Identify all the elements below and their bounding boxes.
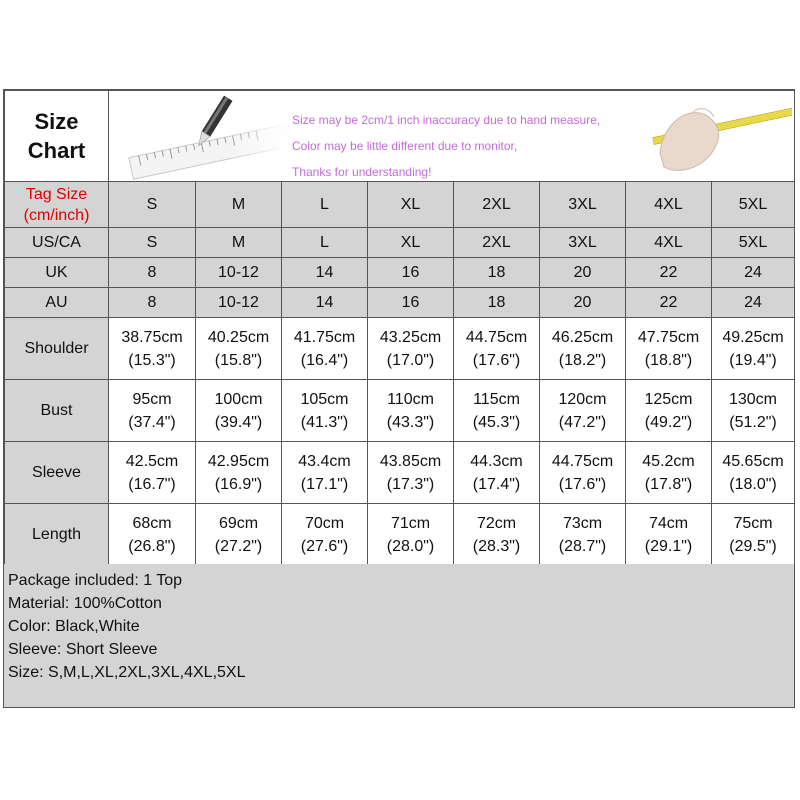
size-cell: 3XL [540, 182, 626, 228]
table-row [5, 288, 795, 318]
table-cell: 14 [282, 258, 368, 288]
measure-cell: 120cm (47.2") [540, 380, 626, 442]
row-label-uk: UK [5, 258, 109, 288]
table-row [5, 504, 795, 566]
tag-size-label [5, 182, 109, 228]
table-cell: 20 [540, 288, 626, 318]
measure-cell: 75cm (29.5") [712, 504, 795, 566]
measure-cell: 46.25cm (18.2") [540, 318, 626, 380]
measure-cell: 41.75cm (16.4") [282, 318, 368, 380]
table-cell: 2XL [454, 228, 540, 258]
measure-cell: 42.5cm (16.7") [109, 442, 196, 504]
measure-cell: 69cm (27.2") [196, 504, 282, 566]
measure-cell: 110cm (43.3") [368, 380, 454, 442]
measure-cell: 44.75cm (17.6") [454, 318, 540, 380]
measure-cell: 47.75cm (18.8") [626, 318, 712, 380]
material: Material: 100%Cotton [8, 595, 162, 612]
table-cell: 10-12 [196, 258, 282, 288]
row-label-shoulder: Shoulder [5, 318, 109, 380]
size-cell: XL [368, 182, 454, 228]
package-included: Package included: 1 Top [8, 572, 183, 589]
table-cell: 3XL [540, 228, 626, 258]
measure-cell: 115cm (45.3") [454, 380, 540, 442]
table-cell: 14 [282, 288, 368, 318]
table-cell: 20 [540, 258, 626, 288]
measure-cell: 43.4cm (17.1") [282, 442, 368, 504]
title-line-1: Size [34, 109, 79, 134]
table-cell: 8 [109, 288, 196, 318]
size-cell: M [196, 182, 282, 228]
measure-cell: 125cm (49.2") [626, 380, 712, 442]
table-cell: S [109, 228, 196, 258]
table-row [5, 318, 795, 380]
table-cell: M [196, 228, 282, 258]
size-cell: S [109, 182, 196, 228]
table-cell: 8 [109, 258, 196, 288]
measure-cell: 49.25cm (19.4") [712, 318, 795, 380]
measure-cell: 43.85cm (17.3") [368, 442, 454, 504]
table-cell: 16 [368, 288, 454, 318]
measure-cell: 105cm (41.3") [282, 380, 368, 442]
table-row [5, 442, 795, 504]
table-cell: 10-12 [196, 288, 282, 318]
measure-cell: 42.95cm (16.9") [196, 442, 282, 504]
sleeve-type: Sleeve: Short Sleeve [8, 641, 158, 658]
size-cell: 2XL [454, 182, 540, 228]
measure-cell: 73cm (28.7") [540, 504, 626, 566]
color-options: Color: Black,White [8, 618, 140, 635]
measure-cell: 74cm (29.1") [626, 504, 712, 566]
table-cell: 4XL [626, 228, 712, 258]
size-list: Size: S,M,L,XL,2XL,3XL,4XL,5XL [8, 664, 246, 681]
table-cell: 18 [454, 288, 540, 318]
measure-cell: 44.3cm (17.4") [454, 442, 540, 504]
tag-label-line-2: (cm/inch) [23, 206, 90, 224]
table-cell: 22 [626, 258, 712, 288]
row-label-bust: Bust [5, 380, 109, 442]
table-cell: 22 [626, 288, 712, 318]
row-label-us-ca: US/CA [5, 228, 109, 258]
hand-tape-illustration [622, 91, 792, 181]
measure-cell: 43.25cm (17.0") [368, 318, 454, 380]
row-label-length: Length [5, 504, 109, 566]
table-cell: 24 [712, 258, 795, 288]
measure-cell: 40.25cm (15.8") [196, 318, 282, 380]
size-chart [3, 89, 795, 708]
measure-cell: 68cm (26.8") [109, 504, 196, 566]
table-cell: L [282, 228, 368, 258]
measure-cell: 71cm (28.0") [368, 504, 454, 566]
measure-cell: 72cm (28.3") [454, 504, 540, 566]
measure-cell: 45.65cm (18.0") [712, 442, 795, 504]
measure-cell: 38.75cm (15.3") [109, 318, 196, 380]
note-thanks: Thanks for understanding! [292, 165, 432, 179]
note-inaccuracy: Size may be 2cm/1 inch inaccuracy due to hand measure, [292, 113, 601, 127]
note-color: Color may be little different due to monitor, [292, 139, 518, 153]
tag-label-line-1: Tag Size [25, 185, 88, 203]
size-cell: 4XL [626, 182, 712, 228]
table-row [5, 380, 795, 442]
measure-cell: 70cm (27.6") [282, 504, 368, 566]
measure-cell: 45.2cm (17.8") [626, 442, 712, 504]
size-cell: L [282, 182, 368, 228]
size-chart-title [5, 91, 109, 182]
table-row [5, 228, 795, 258]
row-label-au: AU [5, 288, 109, 318]
pen-ruler-illustration [109, 91, 289, 181]
table-cell: 24 [712, 288, 795, 318]
table-cell: 5XL [712, 228, 795, 258]
table-cell: XL [368, 228, 454, 258]
table-row [5, 258, 795, 288]
title-line-2: Chart [27, 138, 86, 163]
row-label-sleeve: Sleeve [5, 442, 109, 504]
measure-cell: 100cm (39.4") [196, 380, 282, 442]
measurement-banner [109, 91, 795, 182]
size-cell: 5XL [712, 182, 795, 228]
measure-cell: 130cm (51.2") [712, 380, 795, 442]
measure-cell: 44.75cm (17.6") [540, 442, 626, 504]
product-details [4, 564, 794, 707]
size-table [4, 90, 795, 566]
measure-cell: 95cm (37.4") [109, 380, 196, 442]
table-cell: 16 [368, 258, 454, 288]
table-cell: 18 [454, 258, 540, 288]
